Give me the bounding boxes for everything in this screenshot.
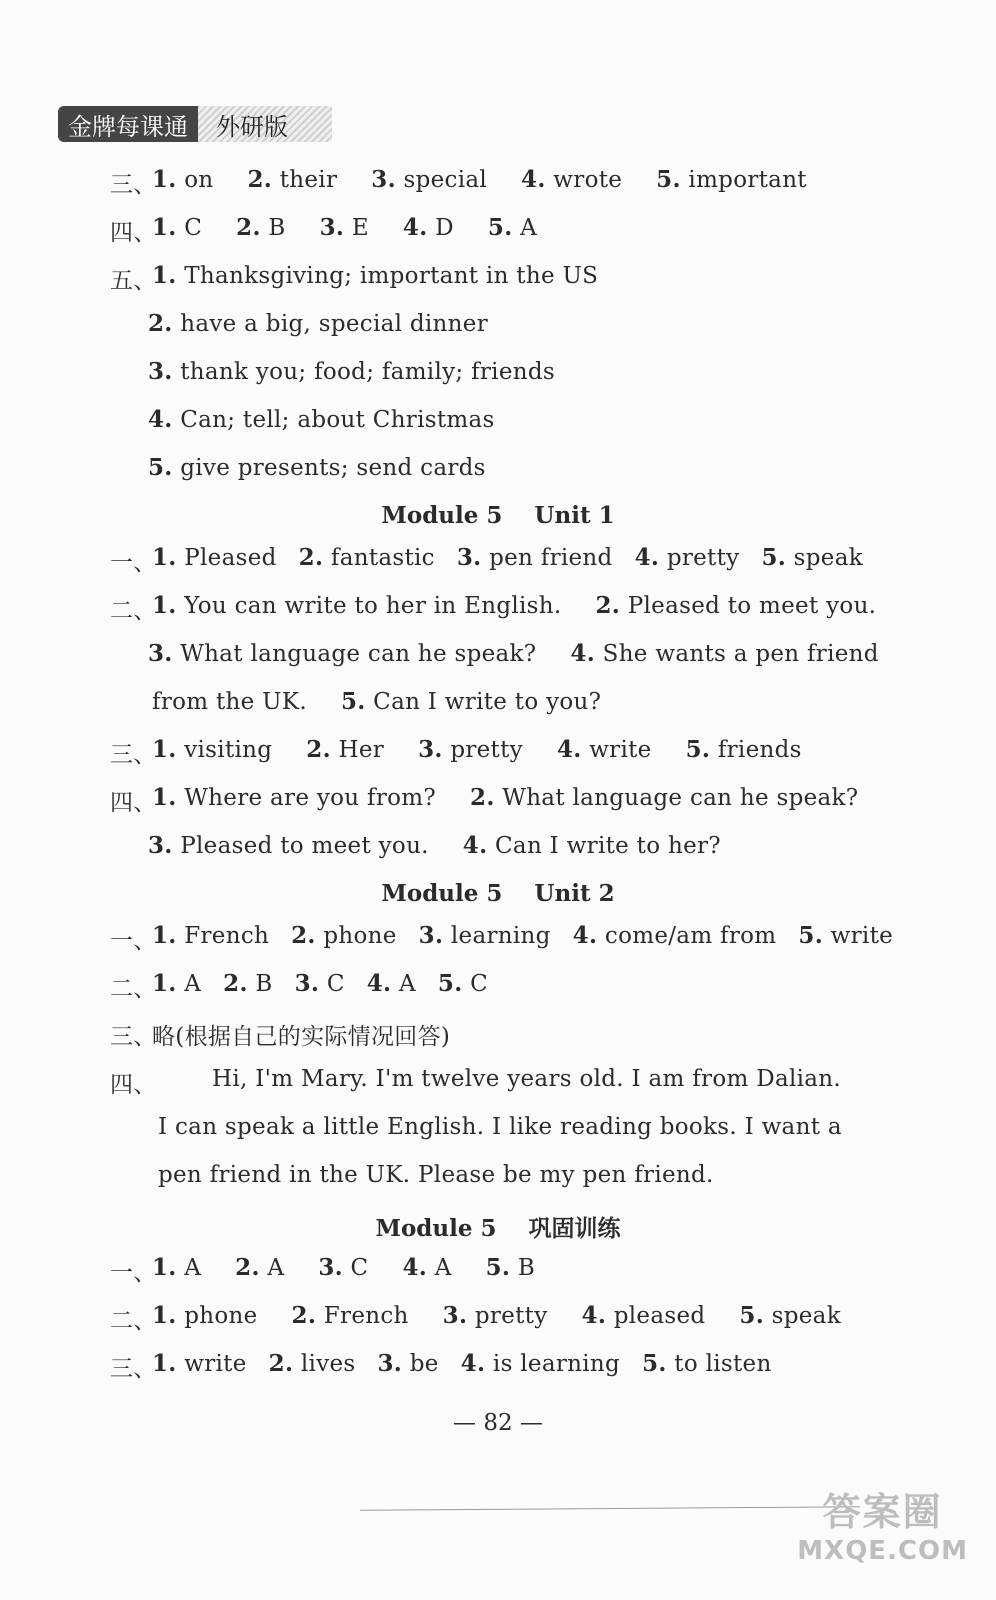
answer-number: 1. <box>152 592 177 619</box>
section-index: 三、 <box>110 1356 157 1382</box>
answer-value: A <box>512 215 538 241</box>
answer-value: their <box>272 167 338 193</box>
answer-value: C <box>342 1255 369 1281</box>
answer-items <box>152 784 858 811</box>
answer-number: 2. <box>235 1254 260 1281</box>
section-index: 三、 <box>110 172 157 198</box>
answer-number: 5. <box>148 454 173 481</box>
answer-number: 3. <box>148 832 173 859</box>
answer-value: on <box>176 167 214 193</box>
answer-items <box>152 1350 772 1377</box>
answer-number: 4. <box>460 1350 486 1377</box>
answer-number: 2. <box>595 592 621 619</box>
answer-number: 5. <box>340 688 366 715</box>
answer-number: 4. <box>148 406 173 433</box>
answer-items <box>148 640 879 667</box>
answer-value: B <box>260 215 286 241</box>
section-index: 二、 <box>110 598 157 624</box>
answer-number: 2. <box>236 214 261 241</box>
answer-items <box>152 214 537 241</box>
answer-value: speak <box>764 1303 841 1329</box>
section-index: 四、 <box>110 220 157 246</box>
answer-value: to listen <box>666 1351 772 1377</box>
answer-number: 5. <box>437 970 463 997</box>
answer-value: write <box>581 737 652 763</box>
answer-number: 1. <box>152 166 177 193</box>
answer-value: French <box>176 923 270 949</box>
answer-number: 3. <box>418 922 444 949</box>
answer-value: A <box>176 1255 202 1281</box>
answer-value: wrote <box>545 167 623 193</box>
answer-number: 3. <box>294 970 320 997</box>
answer-value: She wants a pen friend <box>595 641 879 667</box>
answer-number: 5. <box>798 922 824 949</box>
answer-number: 2. <box>306 736 331 763</box>
answer-number: 3. <box>442 1302 468 1329</box>
answer-item <box>152 262 598 289</box>
answer-value: Can I write to her? <box>487 833 721 859</box>
answer-number: 1. <box>152 970 177 997</box>
answer-number: 4. <box>462 832 488 859</box>
answer-value: What language can he speak? <box>172 641 537 667</box>
answer-number: 2. <box>470 784 495 811</box>
answer-value: phone <box>176 1303 258 1329</box>
answer-value: You can write to her in English. <box>176 593 562 619</box>
answer-items <box>152 1254 535 1281</box>
section-index: 三、 <box>110 1024 157 1050</box>
answer-number: 5. <box>685 736 711 763</box>
edition-label: 外研版 <box>198 106 332 142</box>
answer-number: 4. <box>402 1254 428 1281</box>
answer-value: A <box>259 1255 285 1281</box>
answer-value: C <box>176 215 203 241</box>
section-index: 一、 <box>110 550 157 576</box>
section-heading: Module 5 Unit 2 <box>381 880 615 907</box>
answer-value: give presents; send cards <box>172 455 486 481</box>
answer-items <box>152 544 863 571</box>
continuation-text: from the UK. <box>152 689 307 715</box>
answer-value: pretty <box>442 737 523 763</box>
answer-value: have a big, special dinner <box>172 311 488 337</box>
answer-value: A <box>176 971 202 997</box>
answer-number: 1. <box>152 1302 177 1329</box>
answer-items <box>148 832 721 859</box>
answer-number: 1. <box>152 736 177 763</box>
answer-item <box>148 454 486 481</box>
answer-number: 4. <box>556 736 582 763</box>
answer-value: pretty <box>467 1303 548 1329</box>
answer-value: E <box>344 215 369 241</box>
page-number: — 82 — <box>453 1410 543 1436</box>
answer-number: 3. <box>371 166 396 193</box>
answer-value: is learning <box>485 1351 621 1377</box>
answer-value: pen friend <box>481 545 613 571</box>
answer-number: 3. <box>456 544 482 571</box>
answer-value: A <box>391 971 416 997</box>
answer-value: write <box>823 923 894 949</box>
answer-value: Can I write to you? <box>365 689 602 715</box>
section-index: 四、 <box>110 790 157 816</box>
answer-items <box>152 1302 841 1329</box>
brand-badge <box>58 106 332 142</box>
answer-value: French <box>316 1303 409 1329</box>
answer-number: 2. <box>148 310 173 337</box>
section-index: 四、 <box>110 1072 157 1098</box>
answer-item <box>148 406 495 433</box>
answer-value: B <box>510 1255 536 1281</box>
answer-value: write <box>176 1351 247 1377</box>
answer-items <box>152 736 802 763</box>
answer-number: 3. <box>148 640 173 667</box>
answer-continuation <box>152 688 601 715</box>
answer-item <box>148 310 488 337</box>
answer-number: 2. <box>223 970 248 997</box>
answer-value: phone <box>315 923 397 949</box>
answer-number: 5. <box>642 1350 667 1377</box>
section-index: 一、 <box>110 1260 157 1286</box>
answer-number: 3. <box>418 736 443 763</box>
answer-value: special <box>395 167 488 193</box>
answer-number: 4. <box>581 1302 607 1329</box>
section-index: 五、 <box>110 268 157 294</box>
brand-title: 金牌每课通 <box>58 106 198 142</box>
answer-number: 3. <box>377 1350 403 1377</box>
answer-items <box>341 689 601 715</box>
section-index: 二、 <box>110 1308 157 1334</box>
answer-value: learning <box>443 923 551 949</box>
watermark-logo <box>797 1481 968 1566</box>
essay-line: I can speak a little English. I like reading books. I want a <box>158 1114 842 1140</box>
answer-value: Pleased to meet you. <box>172 833 429 859</box>
answer-item <box>148 358 555 385</box>
answer-number: 4. <box>402 214 428 241</box>
answer-value: fantastic <box>323 545 435 571</box>
answer-items <box>152 166 807 193</box>
answer-number: 3. <box>319 214 345 241</box>
answer-value: pretty <box>659 545 740 571</box>
answer-value: B <box>247 971 273 997</box>
answer-number: 4. <box>634 544 660 571</box>
answer-number: 3. <box>148 358 173 385</box>
answer-number: 4. <box>570 640 596 667</box>
answer-number: 1. <box>152 544 177 571</box>
section-index: 三、 <box>110 742 157 768</box>
answer-number: 2. <box>291 1302 317 1329</box>
essay-line: pen friend in the UK. Please be my pen friend. <box>158 1162 714 1188</box>
answer-number: 5. <box>761 544 787 571</box>
watermark-url: MXQE.COM <box>797 1536 968 1566</box>
answer-value: What language can he speak? <box>494 785 859 811</box>
answer-number: 3. <box>318 1254 343 1281</box>
section-index: 一、 <box>110 928 157 954</box>
answer-value: pleased <box>606 1303 706 1329</box>
essay-line: Hi, I'm Mary. I'm twelve years old. I am from Dalian. <box>212 1066 842 1092</box>
answer-number: 1. <box>152 1350 177 1377</box>
answer-value: important <box>680 167 807 193</box>
answer-value: friends <box>710 737 802 763</box>
answer-value: lives <box>293 1351 356 1377</box>
answer-value: Where are you from? <box>176 785 437 811</box>
answer-number: 5. <box>656 166 681 193</box>
section-heading: Module 5 巩固训练 <box>375 1215 621 1242</box>
answer-value: thank you; food; family; friends <box>172 359 555 385</box>
answer-number: 4. <box>521 166 546 193</box>
answer-number: 5. <box>487 214 513 241</box>
answer-number: 2. <box>247 166 273 193</box>
answer-items <box>152 922 893 949</box>
answer-value: speak <box>786 545 863 571</box>
answer-number: 2. <box>291 922 316 949</box>
answer-items <box>152 592 876 619</box>
answer-number: 5. <box>739 1302 765 1329</box>
answer-number: 4. <box>366 970 392 997</box>
answer-value: Can; tell; about Christmas <box>172 407 495 433</box>
answer-text: 略(根据自己的实际情况回答) <box>152 1024 451 1050</box>
answer-number: 1. <box>152 262 177 289</box>
answer-value: Pleased <box>176 545 277 571</box>
answer-value: A <box>427 1255 452 1281</box>
answer-number: 2. <box>268 1350 294 1377</box>
answer-number: 4. <box>572 922 598 949</box>
answer-value: Thanksgiving; important in the US <box>176 263 599 289</box>
answer-value: Her <box>330 737 385 763</box>
answer-items <box>152 970 488 997</box>
answer-value: C <box>319 971 345 997</box>
answer-number: 1. <box>152 1254 177 1281</box>
answer-value: come/am from <box>597 923 777 949</box>
answer-number: 1. <box>152 214 177 241</box>
section-heading: Module 5 Unit 1 <box>381 502 615 529</box>
answer-number: 5. <box>485 1254 511 1281</box>
answer-value: visiting <box>176 737 273 763</box>
answer-number: 1. <box>152 922 177 949</box>
answer-number: 1. <box>152 784 177 811</box>
watermark-text: 答案圈 <box>822 1490 943 1534</box>
answer-number: 2. <box>298 544 324 571</box>
answer-value: D <box>427 215 454 241</box>
section-index: 二、 <box>110 976 157 1002</box>
answer-value: C <box>462 971 489 997</box>
answer-value: be <box>402 1351 439 1377</box>
bottom-rule <box>360 1506 860 1510</box>
answer-value: Pleased to meet you. <box>620 593 877 619</box>
